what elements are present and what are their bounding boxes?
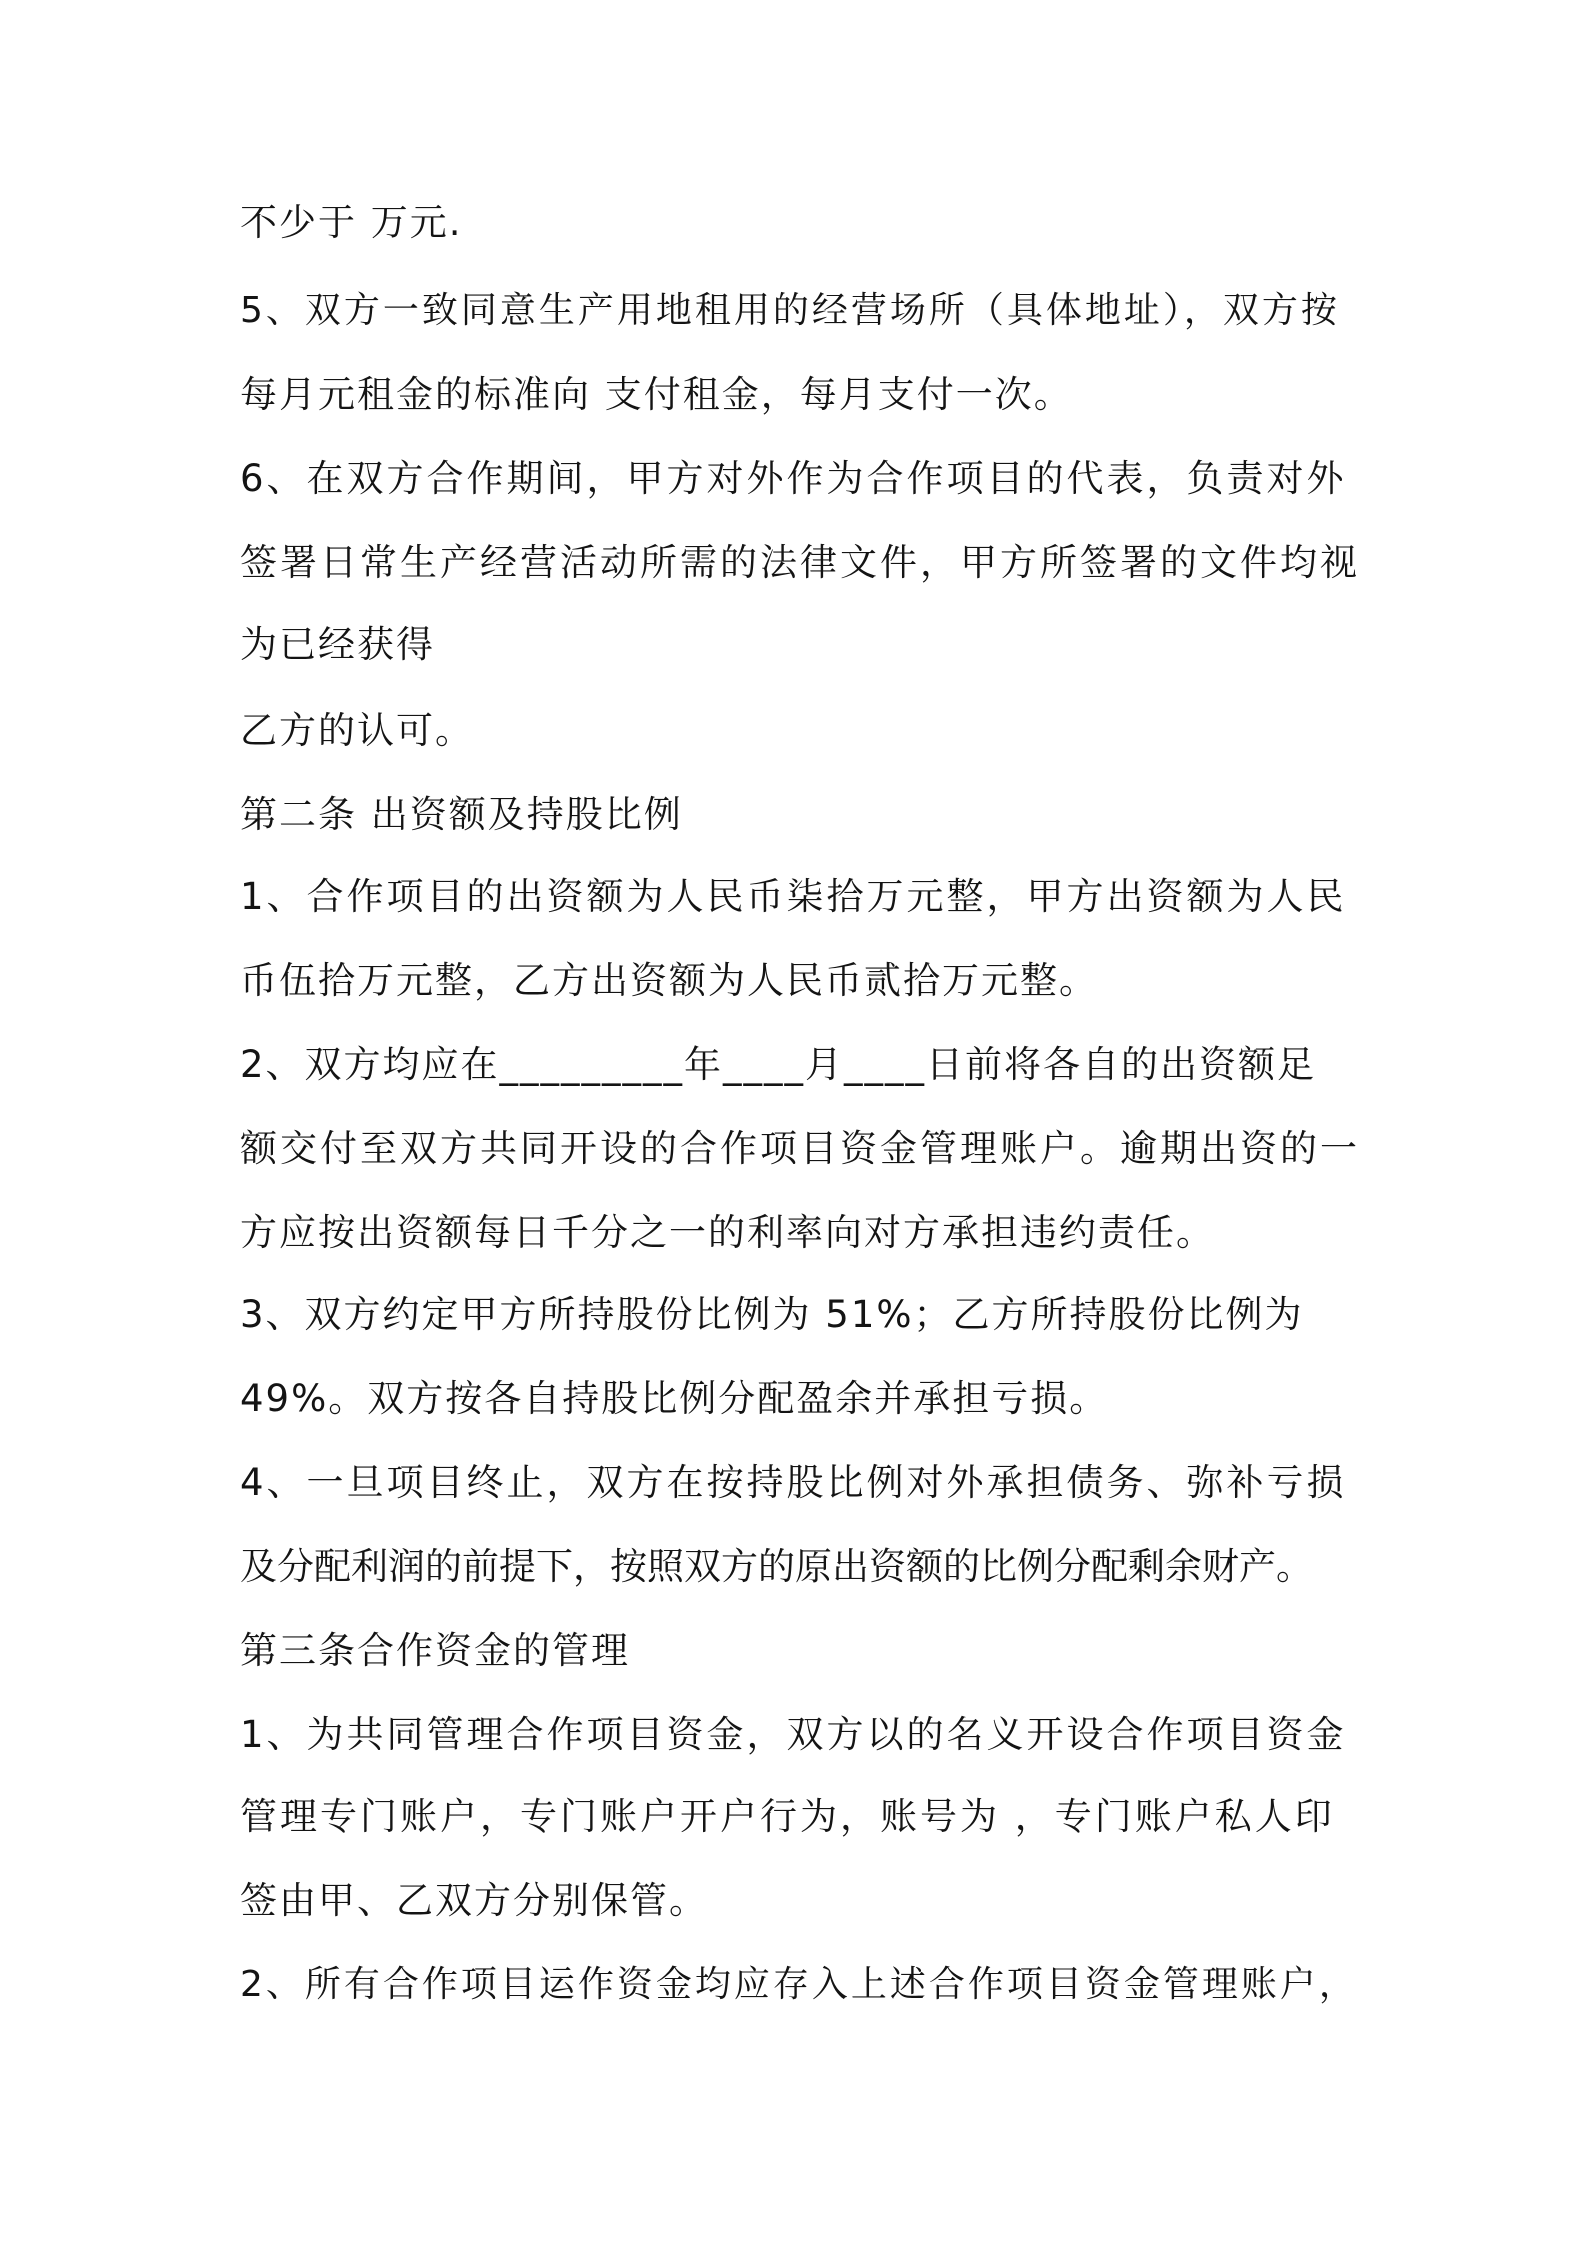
- text-line: 4、一旦项目终止，双方在按持股比例对外承担债务、弥补亏损: [240, 1461, 1347, 1504]
- text-line: 2、双方均应在_________年____月____日前将各自的出资额足: [240, 1043, 1317, 1086]
- text-line: 额交付至双方共同开设的合作项目资金管理账户。逾期出资的一: [240, 1127, 1360, 1170]
- text-line: 3、双方约定甲方所持股份比例为 51%；乙方所持股份比例为: [240, 1293, 1304, 1336]
- text-line: 管理专门账户，专门账户开户行为，账号为 ，专门账户私人印: [240, 1795, 1335, 1838]
- text-line: 每月元租金的标准向 支付租金，每月支付一次。: [240, 373, 1073, 416]
- text-line: 及分配利润的前提下，按照双方的原出资额的比例分配剩余财产。: [240, 1545, 1313, 1588]
- text-line: 49%。双方按各自持股比例分配盈余并承担亏损。: [240, 1377, 1109, 1420]
- text-line: 乙方的认可。: [240, 709, 474, 752]
- text-line: 为已经获得: [240, 623, 435, 666]
- text-line: 1、为共同管理合作项目资金，双方以的名义开设合作项目资金: [240, 1713, 1347, 1756]
- section-heading: 第三条合作资金的管理: [240, 1629, 630, 1672]
- text-line: 签署日常生产经营活动所需的法律文件，甲方所签署的文件均视: [240, 541, 1360, 584]
- text-line: 不少于 万元.: [240, 201, 463, 244]
- text-line: 6、在双方合作期间，甲方对外作为合作项目的代表，负责对外: [240, 457, 1347, 500]
- text-line: 1、合作项目的出资额为人民币柒拾万元整，甲方出资额为人民: [240, 875, 1347, 918]
- text-line: 方应按出资额每日千分之一的利率向对方承担违约责任。: [240, 1211, 1215, 1254]
- text-line: 签由甲、乙双方分别保管。: [240, 1879, 708, 1922]
- text-line: 2、所有合作项目运作资金均应存入上述合作项目资金管理账户，: [240, 1964, 1358, 2005]
- text-line: 5、双方一致同意生产用地租用的经营场所（具体地址），双方按: [240, 290, 1340, 331]
- section-heading: 第二条 出资额及持股比例: [240, 793, 683, 836]
- text-line: 币伍拾万元整，乙方出资额为人民币贰拾万元整。: [240, 959, 1098, 1002]
